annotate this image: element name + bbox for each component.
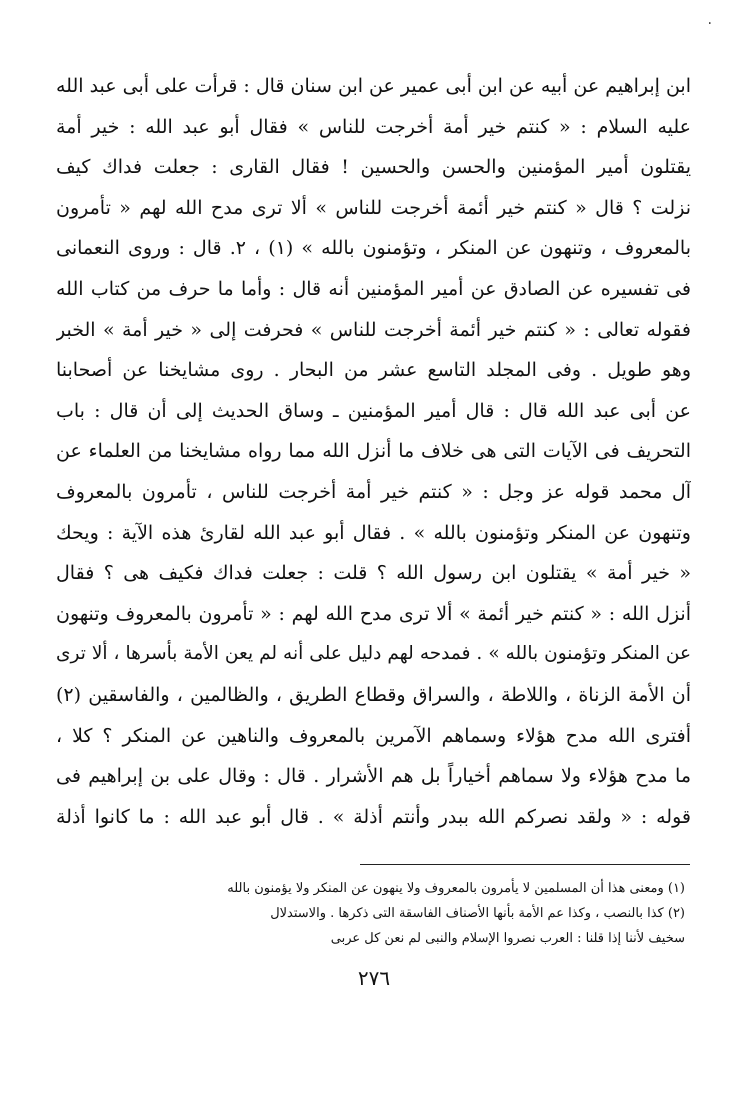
text-line: وتنهون عن المنكر وتؤمنون بالله » . فقال أبو عبد الله لقارئ هذه الآية : ويحك: [56, 521, 691, 544]
main-text-block: [56, 66, 691, 837]
footnote-line: سخيف لأننا إذا قلنا : العرب نصروا الإسلام والنبى لم نعن كل عربى: [330, 931, 685, 946]
text-line: ابن إبراهيم عن أبيه عن ابن أبى عمير عن ابن سنان قال : قرأت على أبى عبد الله: [56, 75, 691, 97]
text-line: التحريف فى الآيات التى هى خلاف ما أنزل الله مما رواه مشايخنا من العلماء عن: [56, 440, 691, 463]
text-line: « خير أمة » يقتلون ابن رسول الله ؟ قلت : جعلت فداك فكيف هى ؟ فقال: [56, 562, 691, 585]
footnote-line: (١) ومعنى هذا أن المسلمين لا يأمرون بالمعروف ولا ينهون عن المنكر ولا يؤمنون بالله: [227, 881, 685, 896]
page-number: ٢٧٦: [357, 966, 391, 990]
text-line: وهو طويل . وفى المجلد التاسع عشر من البحار . روى مشايخنا عن أصحابنا: [56, 359, 691, 382]
text-line: عليه السلام : « كنتم خير أمة أخرجت للناس » فقال أبو عبد الله : خير أمة: [56, 115, 691, 138]
text-line: عن أبى عبد الله قال : قال أمير المؤمنين ـ وساق الحديث إلى أن قال : باب: [56, 399, 691, 422]
text-line: أن الأمة الزناة ، واللاطة ، والسراق وقطاع الطريق ، والظالمين ، والفاسقين (٢): [56, 683, 691, 706]
text-line: يقتلون أمير المؤمنين والحسن والحسين ! فقال القارى : جعلت فداك كيف: [56, 156, 691, 179]
text-line: نزلت ؟ قال « كنتم خير أئمة أخرجت للناس » ألا ترى مدح الله لهم « تأمرون: [56, 196, 691, 219]
footnote-divider: [360, 864, 690, 865]
text-line: بالمعروف ، وتنهون عن المنكر ، وتؤمنون بالله » (١) ، ٢. قال : وروى النعمانى: [56, 237, 691, 260]
text-line: ما مدح هؤلاء ولا سماهم أخياراً بل هم الأشرار . قال : وقال على بن إبراهيم فى: [56, 765, 691, 788]
footnotes-block: [80, 876, 685, 951]
footnote-line: (٢) كذا بالنصب ، وكذا عم الأمة بأنها الأصناف الفاسقة التى ذكرها . والاستدلال: [270, 906, 685, 921]
text-line: قوله : « ولقد نصركم الله ببدر وأنتم أذلة » . قال أبو عبد الله : ما كانوا أذلة: [56, 805, 691, 828]
text-line: فقوله تعالى : « كنتم خير أئمة أخرجت للناس » فحرفت إلى « خير أمة » الخبر: [56, 318, 691, 341]
text-line: آل محمد قوله عز وجل : « كنتم خير أمة أخرجت للناس ، تأمرون بالمعروف: [56, 480, 691, 503]
corner-mark: ٠: [706, 15, 714, 31]
text-line: أنزل الله : « كنتم خير أئمة » ألا ترى مدح الله لهم : « تأمرون بالمعروف وتنهون: [56, 602, 691, 625]
text-line: فى تفسيره عن الصادق عن أمير المؤمنين أنه قال : وأما ما حرف من كتاب الله: [56, 277, 691, 300]
text-line: أفترى الله مدح هؤلاء وسماهم الآمرين بالمعروف والناهين عن المنكر ؟ كلا ،: [56, 724, 691, 747]
text-line: عن المنكر وتؤمنون بالله » . فمدحه لهم دليل على أنه لم يعن الأمة بأسرها ، ألا ترى: [56, 643, 691, 665]
